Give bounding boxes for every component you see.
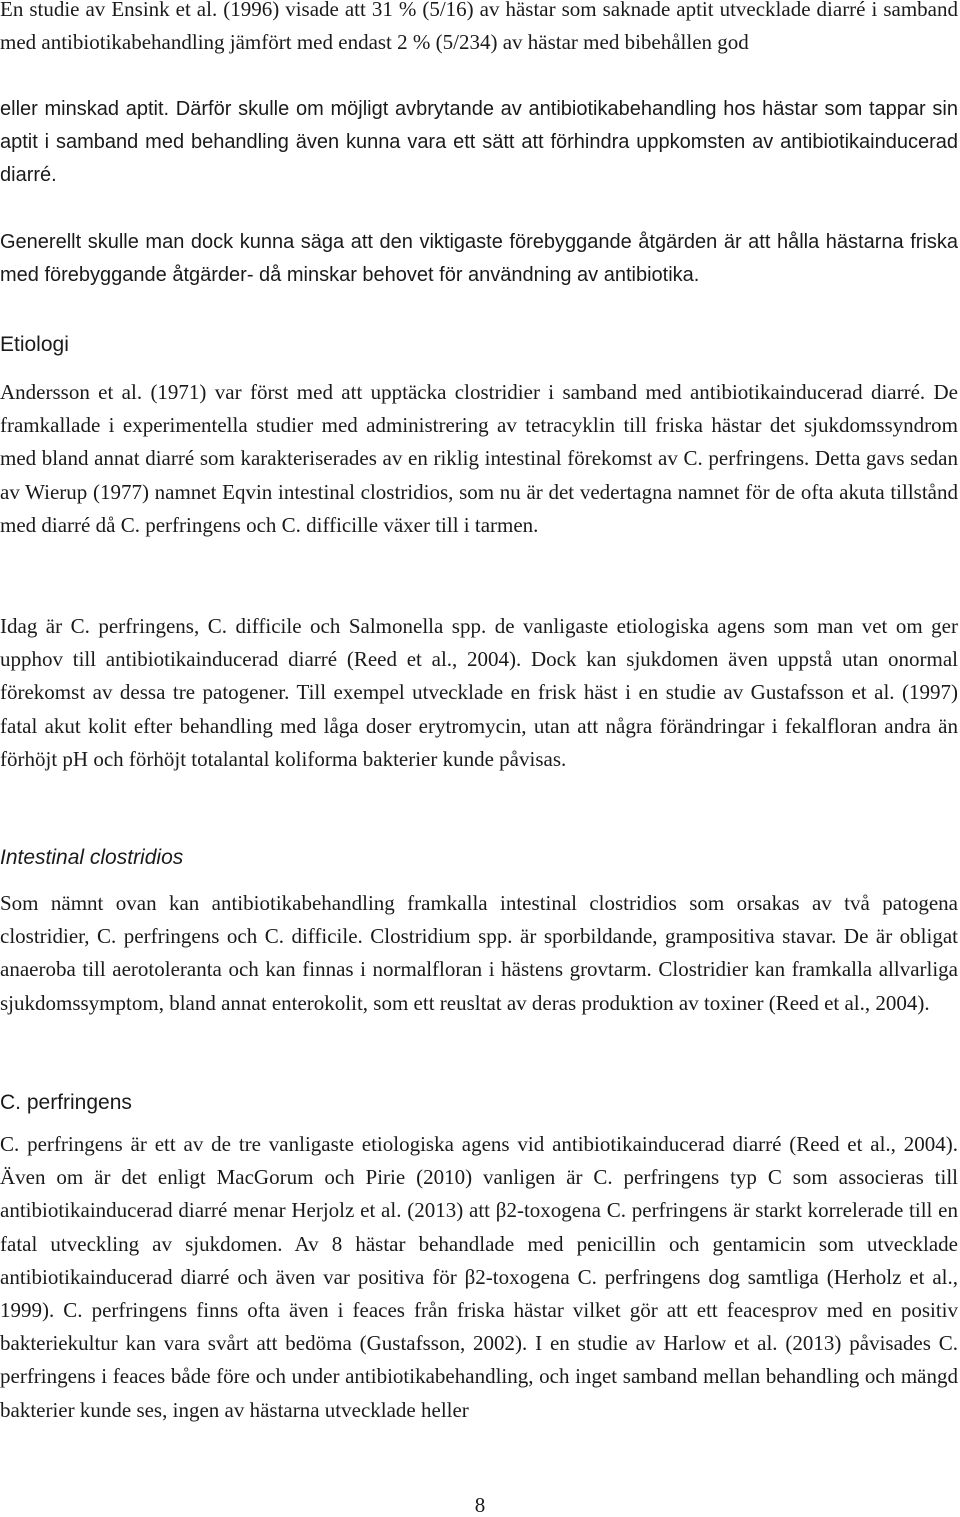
paragraph-idag: Idag är C. perfringens, C. difficile och Salmonella spp. de vanligaste etiologiska agens som man vet om ger upphov till antibiotikainducerad diarré (Reed et al., 2004). Dock kan sjukdomen även uppstå utan onormal förekomst av dessa tre patogener. Till exempel utvecklade en frisk häst i en studie av Gustafsson et al. (1997) fatal akut kolit efter behandling med låga doser erytromycin, utan att några förändringar i fekalfloran andra än förhöjt pH och förhöjt totalantal koliforma bakterier kunde påvisas.: [0, 614, 958, 771]
heading-intestinal-clostridios: Intestinal clostridios: [0, 846, 184, 869]
heading-etiologi: Etiologi: [0, 333, 69, 356]
page-number: 8: [474, 1493, 486, 1517]
paragraph-perfringens: C. perfringens är ett av de tre vanligaste etiologiska agens vid antibiotikainducerad diarré (Reed et al., 2004). Även om är det enligt MacGorum och Pirie (2010) vanligen är C. perfringens typ C som associeras till antibiotikainducerad diarré menar Herjolz et al. (2013) att β2-toxogena C. perfringens är starkt korrelerade till en fatal utveckling av sjukdomen. Av 8 hästar behandlade med penicillin och gentamicin som utvecklade antibiotikainducerad diarré och även var positiva för β2-toxogena C. perfringens dog samtliga (Herholz et al., 1999). C. perfringens finns ofta även i feaces från friska hästar vilket gör att ett feacesprov med en positiv bakteriekultur kan vara svårt att bedöma (Gustafsson, 2002). I en studie av Harlow et al. (2013) påvisades C. perfringens i feaces både före och under antibiotikabehandling, och inget samband mellan behandling och mängd bakterier kunde ses, ingen av hästarna utvecklade heller: [0, 1132, 958, 1422]
paragraph-som-namnt: Som nämnt ovan kan antibiotikabehandling framkalla intestinal clostridios som orsakas av två patogena clostridier, C. perfringens och C. difficile. Clostridium spp. är sporbildande, grampositiva stavar. De är obligat anaeroba till aerotoleranta och kan finnas i normalfloran i hästens grovtarm. Clostridier kan framkalla allvarliga sjukdomssymptom, bland annat enterokolit, som ett reusltat av deras produktion av toxiner (Reed et al., 2004).: [0, 891, 958, 1015]
paragraph-prevention: Generellt skulle man dock kunna säga att den viktigaste förebyggande åtgärden är att hålla hästarna friska med förebyggande åtgärder- då minskar behovet för användning av antibiotika.: [0, 231, 958, 287]
paragraph-ensink-study: En studie av Ensink et al. (1996) visade att 31 % (5/16) av hästar som saknade aptit utvecklade diarré i samband med antibiotikabehandling jämfört med endast 2 % (5/234) av hästar med bibehållen god: [0, 0, 958, 55]
heading-c-perfringens: C. perfringens: [0, 1091, 132, 1114]
paragraph-andersson: Andersson et al. (1971) var först med att upptäcka clostridier i samband med antibiotikainducerad diarré. De framkallade i experimentella studier med administrering av tetracyklin till friska hästar det sjukdomssyndrom med bland annat diarré som karakteriserades av en riklig intestinal förekomst av C. perfringens. Detta gavs sedan av Wierup (1977) namnet Eqvin intestinal clostridios, som nu är det vedertagna namnet för de ofta akuta tillstånd med diarré då C. perfringens och C. difficille växer till i tarmen.: [0, 380, 958, 537]
paragraph-appetite-loss: eller minskad aptit. Därför skulle om möjligt avbrytande av antibiotikabehandling hos hästar som tappar sin aptit i samband med behandling även kunna vara ett sätt att förhindra uppkomsten av antibiotikainducerad diarré.: [0, 98, 958, 187]
